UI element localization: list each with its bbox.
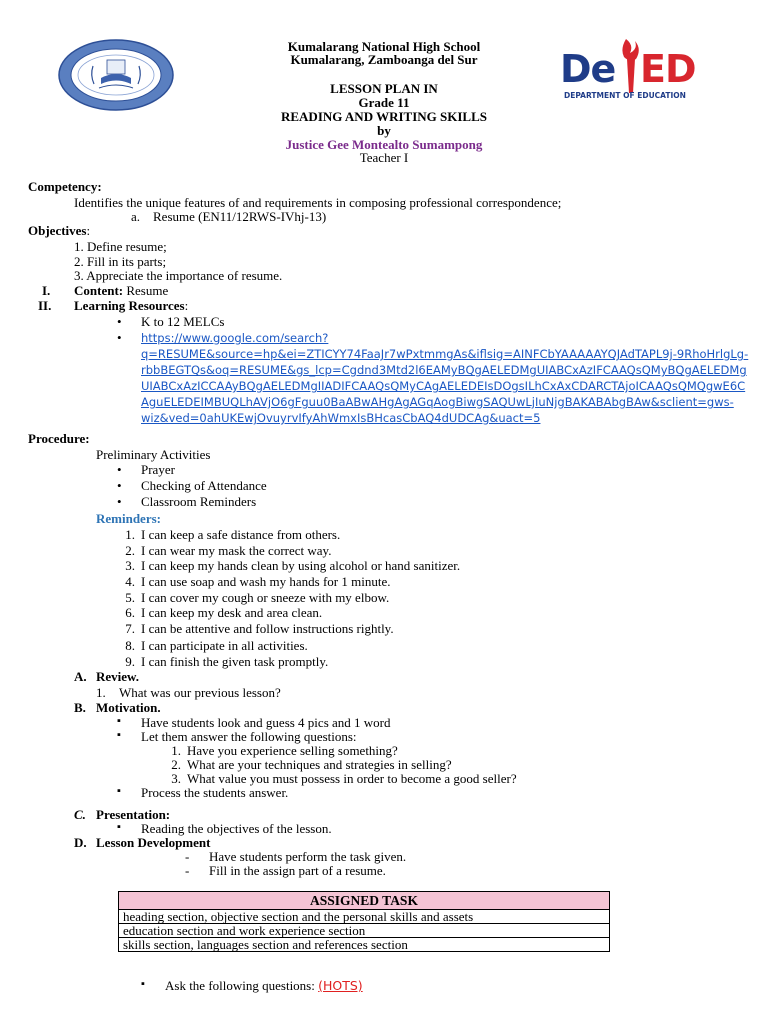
table-row bbox=[119, 938, 610, 952]
reminder-text: I can be attentive and follow instructions rightly. bbox=[141, 621, 394, 636]
school-name: Kumalarang National High School bbox=[287, 39, 481, 54]
reminder-text: I can keep a safe distance from others. bbox=[141, 527, 341, 542]
table-cell: skills section, languages section and references section bbox=[119, 938, 610, 952]
reminders-label: Reminders: bbox=[96, 511, 161, 526]
resource-link-line[interactable]: UIABCxAzICCAAyBQgAELEDMgIIADIFCAAQsQMyCAgAELEDEIsDOgsILhCxAxCDARCTAjoICAAQsQMQgwE6C bbox=[141, 379, 746, 393]
motivation-item: ▪ Have students look and guess 4 pics and 1 word bbox=[141, 715, 391, 731]
resources-heading bbox=[74, 298, 188, 314]
motivation-letter: B. bbox=[74, 700, 86, 715]
prelim-item: • Checking of Attendance bbox=[141, 478, 267, 494]
table-row bbox=[119, 910, 610, 924]
procedure-label: Procedure: bbox=[28, 431, 90, 446]
objective-item: 2. Fill in its parts; bbox=[74, 254, 167, 269]
question-number: 2. bbox=[171, 757, 181, 772]
presentation-item: ▪ Reading the objectives of the lesson. bbox=[141, 821, 332, 837]
reminder-item bbox=[125, 590, 390, 606]
author-position: Teacher I bbox=[359, 150, 409, 165]
hots-text: Ask the following questions: bbox=[165, 978, 319, 993]
reminder-text: I can wear my mask the correct way. bbox=[141, 543, 332, 558]
reminder-number: 2. bbox=[125, 543, 135, 558]
competency-item: Resume (EN11/12RWS-IVhj-13) bbox=[153, 209, 327, 224]
reminder-item bbox=[125, 605, 323, 621]
objectives-label: Objectives bbox=[28, 223, 87, 238]
objective-item: 1. Define resume; bbox=[74, 239, 167, 254]
question-text: What are your techniques and strategies in selling? bbox=[187, 757, 452, 772]
reminder-text: I can cover my cough or sneeze with my elbow. bbox=[141, 590, 390, 605]
reminder-number: 1. bbox=[125, 527, 135, 542]
development-item: - Fill in the assign part of a resume. bbox=[209, 863, 386, 879]
prelim-item: • Classroom Reminders bbox=[141, 494, 256, 510]
content-numeral: I. bbox=[42, 283, 51, 298]
objectives-heading bbox=[28, 223, 90, 239]
competency-text: Identifies the unique features of and requirements in composing professional correspondence; bbox=[74, 195, 562, 210]
content-value: Resume bbox=[123, 283, 169, 298]
reminder-item bbox=[125, 638, 308, 654]
resources-label: Learning Resources bbox=[74, 298, 185, 313]
reminder-text: I can keep my desk and area clean. bbox=[141, 605, 323, 620]
table-cell: heading section, objective section and the personal skills and assets bbox=[119, 910, 610, 924]
table-row bbox=[119, 924, 610, 938]
presentation-letter: C. bbox=[74, 807, 86, 822]
content-label: Content: bbox=[74, 283, 124, 298]
assigned-task-table bbox=[118, 891, 610, 952]
resource-link-line[interactable]: wiz&ved=0ahUKEwjOvuyrvIfyAhWmxIsBHcasCbAQ4dUDCAg&uact=5 bbox=[141, 411, 541, 425]
reminder-number: 9. bbox=[125, 654, 135, 669]
development-item: - Have students perform the task given. bbox=[209, 849, 406, 865]
reminder-number: 8. bbox=[125, 638, 135, 653]
content-heading bbox=[74, 283, 168, 299]
grade-level: Grade 11 bbox=[358, 95, 410, 110]
competency-item-marker: a. bbox=[131, 209, 141, 224]
reminder-item bbox=[125, 574, 391, 590]
objective-item: 3. Appreciate the importance of resume. bbox=[74, 268, 283, 283]
subject-title: READING AND WRITING SKILLS bbox=[280, 109, 487, 124]
hots-tag: (HOTS) bbox=[318, 978, 363, 993]
author-name: Justice Gee Montealto Sumampong bbox=[285, 137, 483, 152]
reminder-number: 4. bbox=[125, 574, 135, 589]
hots-item bbox=[165, 978, 363, 994]
preliminary-activities: Preliminary Activities bbox=[96, 447, 211, 462]
review-letter: A. bbox=[74, 669, 87, 684]
question-text: Have you experience selling something? bbox=[187, 743, 398, 758]
reminder-text: I can use soap and wash my hands for 1 minute. bbox=[141, 574, 391, 589]
review-number: 1. bbox=[96, 685, 106, 700]
reminder-number: 5. bbox=[125, 590, 135, 605]
reminder-text: I can participate in all activities. bbox=[141, 638, 308, 653]
table-cell: education section and work experience section bbox=[119, 924, 610, 938]
question-text: What value you must possess in order to become a good seller? bbox=[187, 771, 517, 786]
development-letter: D. bbox=[74, 835, 87, 850]
deped-wordmark-de: De bbox=[560, 47, 616, 91]
competency-label: Competency: bbox=[28, 179, 102, 194]
reminder-number: 3. bbox=[125, 558, 135, 573]
table-header-row bbox=[119, 892, 610, 910]
by-line: by bbox=[377, 123, 391, 138]
deped-wordmark-ed: ED bbox=[640, 47, 696, 91]
deped-subtitle: DEPARTMENT OF EDUCATION bbox=[564, 91, 686, 100]
reminder-item bbox=[125, 654, 329, 670]
lesson-plan-title: LESSON PLAN IN bbox=[330, 81, 438, 96]
resource-link-line[interactable]: • https://www.google.com/search? bbox=[141, 331, 329, 345]
school-address: Kumalarang, Zamboanga del Sur bbox=[290, 52, 478, 67]
reminder-item bbox=[125, 621, 394, 637]
reminder-item bbox=[125, 543, 332, 559]
table-header: ASSIGNED TASK bbox=[119, 892, 610, 910]
question-number: 1. bbox=[171, 743, 181, 758]
resource-item-melcs: • K to 12 MELCs bbox=[141, 314, 224, 330]
resource-link-line[interactable]: q=RESUME&source=hp&ei=ZTICYY74FaaJr7wPxtmmgAs&iflsig=AINFCbYAAAAAYQJAdTAPL9j-9RhoHrlgLg- bbox=[141, 347, 749, 361]
motivation-label: Motivation. bbox=[96, 700, 161, 715]
objectives-colon: : bbox=[86, 223, 91, 238]
reminder-text: I can keep my hands clean by using alcohol or hand sanitizer. bbox=[141, 558, 461, 573]
resources-colon: : bbox=[184, 298, 189, 313]
review-question: What was our previous lesson? bbox=[119, 685, 281, 700]
reminder-item bbox=[125, 527, 341, 543]
question-number: 3. bbox=[171, 771, 181, 786]
prelim-item: • Prayer bbox=[141, 462, 175, 478]
review-label: Review. bbox=[96, 669, 139, 684]
reminder-text: I can finish the given task promptly. bbox=[141, 654, 329, 669]
motivation-item: ▪ Let them answer the following questions: bbox=[141, 729, 357, 745]
resource-link-line[interactable]: rbbBEGTQs&oq=RESUME&gs_lcp=Cgdnd3Mtd2l6EAMyBQgAELEDMgUIABCxAzIFCAAQsQMyBQgAELEDMg bbox=[141, 363, 747, 377]
resource-link[interactable] bbox=[141, 330, 328, 346]
presentation-label: Presentation: bbox=[96, 807, 171, 822]
resource-link-line[interactable]: AguELEDEIMBUQLhAVjO6gFguu0BaABwAHgAgAGqAogBiwgSAQUwLjIuNjgBAKABAbgBAw&sclient=gws- bbox=[141, 395, 734, 409]
reminder-item bbox=[125, 558, 461, 574]
resources-numeral: II. bbox=[38, 298, 52, 313]
reminder-number: 6. bbox=[125, 605, 135, 620]
reminder-number: 7. bbox=[125, 621, 135, 636]
development-label: Lesson Development bbox=[96, 835, 211, 850]
motivation-item: ▪ Process the students answer. bbox=[141, 785, 288, 801]
